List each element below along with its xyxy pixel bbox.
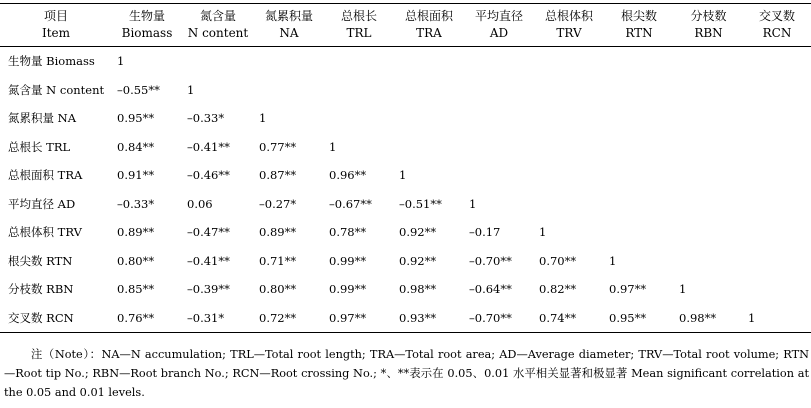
table-cell: 0.87** (259, 168, 297, 183)
column-header-en: Biomass (121, 26, 173, 40)
empty-cell (254, 76, 324, 105)
table-row (0, 247, 811, 276)
column-header (324, 4, 394, 47)
table-cell: 1 (469, 196, 477, 211)
table-cell: 0.99** (329, 253, 367, 268)
table-cell: 1 (329, 139, 337, 154)
table-cell: 0.89** (259, 225, 297, 240)
table-cell: 0.95** (117, 111, 155, 126)
empty-cell (604, 161, 674, 190)
table-cell: 0.78** (329, 225, 367, 240)
table-cell: 0.96** (329, 168, 367, 183)
column-header-en: TRL (346, 26, 372, 40)
table-cell: –0.55** (117, 82, 160, 97)
empty-cell (674, 161, 743, 190)
empty-cell (604, 76, 674, 105)
column-header-cn: 总根长 (340, 9, 377, 23)
table-cell: 1 (187, 82, 195, 97)
table-cell: 0.72** (259, 310, 297, 325)
table-cell: –0.46** (187, 168, 230, 183)
table-cell: –0.33* (187, 111, 225, 126)
table-cell: 0.98** (399, 282, 437, 297)
empty-cell (394, 104, 464, 133)
empty-cell (182, 47, 254, 76)
empty-cell (674, 247, 743, 276)
empty-cell (743, 275, 811, 304)
column-header-cn: 总根体积 (544, 9, 593, 23)
table-cell: 0.74** (539, 310, 577, 325)
empty-cell (743, 161, 811, 190)
row-label: 根尖数 RTN (8, 253, 73, 268)
table-cell: –0.51** (399, 196, 442, 211)
table-cell: 0.91** (117, 168, 155, 183)
empty-cell (743, 47, 811, 76)
table-cell: 0.77** (259, 139, 297, 154)
table-cell: 0.99** (329, 282, 367, 297)
table-body (0, 47, 811, 333)
column-header (674, 4, 743, 47)
table-cell: –0.27* (259, 196, 297, 211)
column-header-en: NA (279, 26, 299, 40)
table-cell: 1 (259, 111, 267, 126)
table-cell: 0.85** (117, 282, 155, 297)
table-cell: 0.92** (399, 253, 437, 268)
empty-cell (534, 161, 604, 190)
empty-cell (254, 47, 324, 76)
row-label: 总根长 TRL (8, 139, 71, 154)
table-note: 注（Note）：NA—N accumulation; TRL—Total root length; TRA—Total root area; AD—Average diameter; TRV—Total root volume; RTN—Root tip No.; RBN—Root branch No.; RCN—Root crossing No.; *、**表示在 0.05、0.01 水平相关显著和极显著 Mean significant correlation at the 0.05 and 0.01 levels. (4, 348, 809, 399)
column-header (182, 4, 254, 47)
empty-cell (674, 47, 743, 76)
table-cell: 0.92** (399, 225, 437, 240)
column-header-en: Item (41, 26, 71, 40)
column-header-en: RCN (762, 26, 792, 40)
row-label: 总根面积 TRA (8, 168, 83, 183)
column-header-cn: 平均直径 (474, 9, 523, 23)
empty-cell (604, 47, 674, 76)
column-header (743, 4, 811, 47)
column-header-cn: 交叉数 (758, 9, 795, 23)
table-row (0, 304, 811, 333)
empty-cell (534, 133, 604, 162)
table-row (0, 133, 811, 162)
table-cell: 0.71** (259, 253, 297, 268)
empty-cell (674, 104, 743, 133)
table-cell: 0.80** (117, 253, 155, 268)
row-label: 氮累积量 NA (8, 111, 77, 126)
empty-cell (534, 47, 604, 76)
table-cell: 0.95** (609, 310, 647, 325)
empty-cell (604, 104, 674, 133)
column-header (0, 4, 112, 47)
column-header (254, 4, 324, 47)
table-cell: 0.98** (679, 310, 717, 325)
table-row (0, 275, 811, 304)
table-row (0, 47, 811, 76)
row-label: 分枝数 RBN (8, 282, 74, 297)
table-cell: 1 (679, 282, 687, 297)
table-cell: 0.97** (329, 310, 367, 325)
column-header (112, 4, 182, 47)
empty-cell (324, 76, 394, 105)
empty-cell (674, 218, 743, 247)
table-row (0, 218, 811, 247)
table-cell: –0.70** (469, 253, 512, 268)
column-header-cn: 氮含量 (199, 9, 236, 23)
empty-cell (394, 47, 464, 76)
table-cell: 0.84** (117, 139, 155, 154)
column-header-en: AD (489, 26, 509, 40)
table-cell: 1 (539, 225, 547, 240)
table-row (0, 104, 811, 133)
column-header (604, 4, 674, 47)
table-cell: –0.41** (187, 253, 230, 268)
column-header-en: RTN (625, 26, 653, 40)
empty-cell (464, 47, 534, 76)
table-cell: 0.89** (117, 225, 155, 240)
header-row (0, 4, 811, 47)
empty-cell (534, 104, 604, 133)
empty-cell (604, 190, 674, 219)
table-cell: –0.47** (187, 225, 230, 240)
table-cell: –0.31* (187, 310, 225, 325)
table-row (0, 161, 811, 190)
table-cell: –0.64** (469, 282, 512, 297)
empty-cell (743, 133, 811, 162)
table-cell: 0.80** (259, 282, 297, 297)
table-cell: 0.06 (187, 196, 213, 211)
empty-cell (324, 104, 394, 133)
table-cell: 0.76** (117, 310, 155, 325)
table-cell: 0.82** (539, 282, 577, 297)
empty-cell (534, 190, 604, 219)
column-header-en: TRA (416, 26, 442, 40)
column-header-cn: 生物量 (128, 9, 165, 23)
empty-cell (464, 76, 534, 105)
table-cell: 1 (609, 253, 617, 268)
empty-cell (464, 161, 534, 190)
row-label: 交叉数 RCN (8, 310, 74, 325)
row-label: 总根体积 TRV (8, 225, 82, 240)
column-header-en: TRV (556, 26, 582, 40)
empty-cell (743, 190, 811, 219)
column-header (394, 4, 464, 47)
column-header (464, 4, 534, 47)
empty-cell (324, 47, 394, 76)
table-cell: 1 (117, 54, 125, 69)
empty-cell (674, 76, 743, 105)
empty-cell (604, 133, 674, 162)
table-row (0, 190, 811, 219)
empty-cell (743, 104, 811, 133)
table-header (0, 4, 811, 47)
empty-cell (743, 218, 811, 247)
empty-cell (604, 218, 674, 247)
table-cell: 1 (748, 310, 756, 325)
column-header (534, 4, 604, 47)
empty-cell (464, 133, 534, 162)
row-label: 氮含量 N content (8, 82, 105, 97)
table-cell: –0.67** (329, 196, 372, 211)
table-cell: –0.70** (469, 310, 512, 325)
table-cell: –0.41** (187, 139, 230, 154)
empty-cell (743, 247, 811, 276)
column-header-cn: 根尖数 (620, 9, 657, 23)
table-row (0, 76, 811, 105)
table-cell: 0.97** (609, 282, 647, 297)
table-cell: 1 (399, 168, 407, 183)
column-header-cn: 分枝数 (690, 9, 727, 23)
empty-cell (674, 133, 743, 162)
empty-cell (743, 76, 811, 105)
empty-cell (534, 76, 604, 105)
column-header-cn: 项目 (43, 9, 68, 23)
column-header-en: RBN (694, 26, 723, 40)
empty-cell (394, 133, 464, 162)
empty-cell (394, 76, 464, 105)
table-cell: –0.17 (469, 225, 501, 240)
row-label: 平均直径 AD (8, 196, 76, 211)
column-header-en: N content (187, 26, 249, 40)
column-header-cn: 氮累积量 (264, 9, 313, 23)
table-cell: 0.70** (539, 253, 577, 268)
empty-cell (464, 104, 534, 133)
table-cell: –0.39** (187, 282, 230, 297)
correlation-table (0, 3, 811, 333)
row-label: 生物量 Biomass (8, 54, 95, 69)
column-header-cn: 总根面积 (404, 9, 453, 23)
table-cell: 0.93** (399, 310, 437, 325)
table-cell: –0.33* (117, 196, 155, 211)
empty-cell (674, 190, 743, 219)
